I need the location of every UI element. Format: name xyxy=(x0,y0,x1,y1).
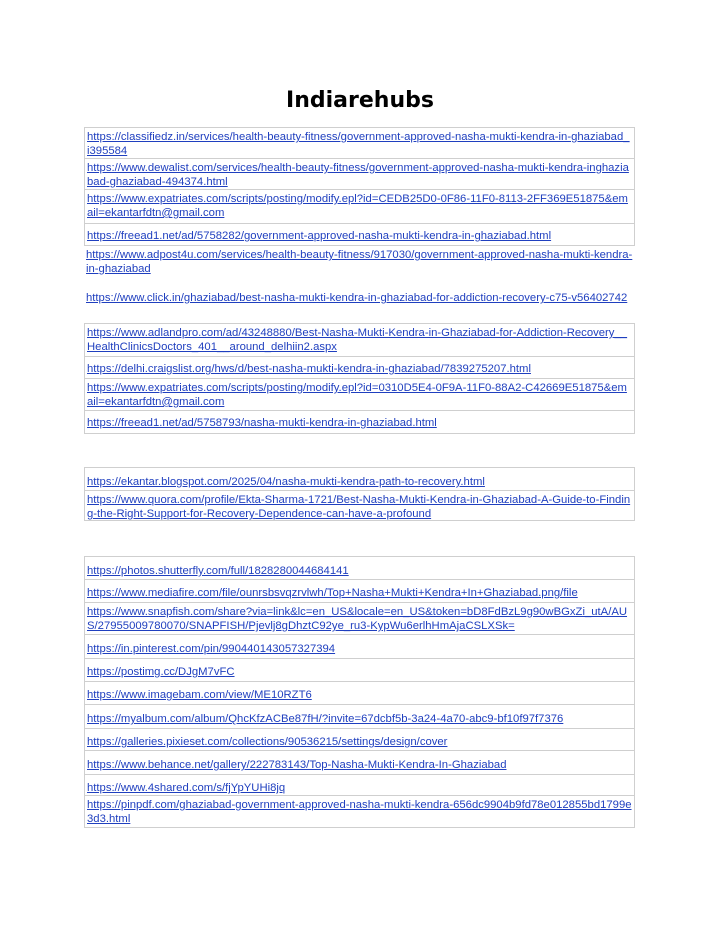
table-row xyxy=(84,659,635,682)
link[interactable]: https://www.snapfish.com/share?via=link&lc=en_US&locale=en_US&token=bD8FdBzL9g90wBGxZi_utA/AUS/27955009780070/SNAPFISH/Pjevlj8gDhztC92ye_ru3-KypWu6erlhHmAjaCSLXSk= xyxy=(87,606,628,632)
table-row xyxy=(84,411,635,434)
link[interactable]: https://www.dewalist.com/services/health-beauty-fitness/government-approved-nasha-mukti-kendra-inghaziabad-ghaziabad-494374.html xyxy=(87,162,629,188)
table-row xyxy=(84,127,635,159)
table-row xyxy=(84,190,635,224)
link[interactable]: https://freead1.net/ad/5758793/nasha-mukti-kendra-in-ghaziabad.html xyxy=(87,417,437,429)
link[interactable]: https://ekantar.blogspot.com/2025/04/nasha-mukti-kendra-path-to-recovery.html xyxy=(87,476,485,488)
link[interactable]: https://www.quora.com/profile/Ekta-Sharma-1721/Best-Nasha-Mukti-Kendra-in-Ghaziabad-A-Guide-to-Finding-the-Right-Support-for-Recovery-Dependence-can-have-a-profound xyxy=(87,494,631,520)
table-row xyxy=(84,491,635,521)
table-row xyxy=(84,224,635,246)
table-row xyxy=(84,775,635,796)
link[interactable]: https://www.behance.net/gallery/222783143/Top-Nasha-Mukti-Kendra-In-Ghaziabad xyxy=(87,759,507,771)
table-row xyxy=(84,246,635,280)
link[interactable]: https://www.expatriates.com/scripts/posting/modify.epl?id=0310D5E4-0F9A-11F0-88A2-C42669E51875&email=ekantarfdtn@gmail.com xyxy=(87,382,627,408)
table-row xyxy=(84,159,635,190)
page-title: Indiarehubs xyxy=(286,88,434,113)
link[interactable]: https://www.4shared.com/s/fjYpYUHi8jq xyxy=(87,782,286,794)
link[interactable]: https://www.imagebam.com/view/ME10RZT6 xyxy=(87,689,312,701)
link[interactable]: https://freead1.net/ad/5758282/government-approved-nasha-mukti-kendra-in-ghaziabad.html xyxy=(87,230,552,242)
link[interactable]: https://classifiedz.in/services/health-beauty-fitness/government-approved-nasha-mukti-kendra-in-ghaziabad_i395584 xyxy=(87,131,630,157)
link[interactable]: https://www.adpost4u.com/services/health-beauty-fitness/917030/government-approved-nasha-mukti-kendra-in-ghaziabad xyxy=(86,249,633,275)
link[interactable]: https://pinpdf.com/ghaziabad-government-approved-nasha-mukti-kendra-656dc9904b9fd78e012855bd1799e3d3.html xyxy=(87,799,632,825)
table-row xyxy=(84,705,635,729)
table-row xyxy=(84,467,635,491)
table-row xyxy=(84,635,635,659)
link-group-3 xyxy=(84,556,635,828)
link-group-1 xyxy=(84,127,635,434)
table-row xyxy=(84,379,635,411)
table-row xyxy=(84,556,635,580)
link[interactable]: https://photos.shutterfly.com/full/1828280044684141 xyxy=(87,565,349,577)
table-row xyxy=(84,729,635,751)
table-row xyxy=(84,682,635,705)
table-row xyxy=(84,357,635,379)
table-row xyxy=(84,603,635,635)
table-row xyxy=(84,796,635,828)
link[interactable]: https://in.pinterest.com/pin/990440143057327394 xyxy=(87,643,336,655)
link[interactable]: https://www.adlandpro.com/ad/43248880/Best-Nasha-Mukti-Kendra-in-Ghaziabad-for-Addiction-Recovery__HealthClinicsDoctors_401__around_delhiin2.aspx xyxy=(87,327,628,353)
link[interactable]: https://www.mediafire.com/file/ounrsbsvqzrvlwh/Top+Nasha+Mukti+Kendra+In+Ghaziabad.png/file xyxy=(87,587,578,599)
link[interactable]: https://delhi.craigslist.org/hws/d/best-nasha-mukti-kendra-in-ghaziabad/7839275207.html xyxy=(87,363,531,375)
link[interactable]: https://myalbum.com/album/QhcKfzACBe87fH/?invite=67dcbf5b-3a24-4a70-abc9-bf10f97f7376 xyxy=(87,713,564,725)
table-row xyxy=(84,751,635,775)
link[interactable]: https://www.expatriates.com/scripts/posting/modify.epl?id=CEDB25D0-0F86-11F0-8113-2FF369E51875&email=ekantarfdtn@gmail.com xyxy=(87,193,628,219)
table-row xyxy=(84,580,635,603)
link[interactable]: https://galleries.pixieset.com/collections/90536215/settings/design/cover xyxy=(87,736,448,748)
link[interactable]: https://www.click.in/ghaziabad/best-nasha-mukti-kendra-in-ghaziabad-for-addiction-recovery-c75-v56402742 xyxy=(86,292,628,304)
link[interactable]: https://postimg.cc/DJgM7vFC xyxy=(87,666,235,678)
table-row xyxy=(84,280,635,323)
link-group-2 xyxy=(84,467,635,521)
table-row xyxy=(84,323,635,357)
